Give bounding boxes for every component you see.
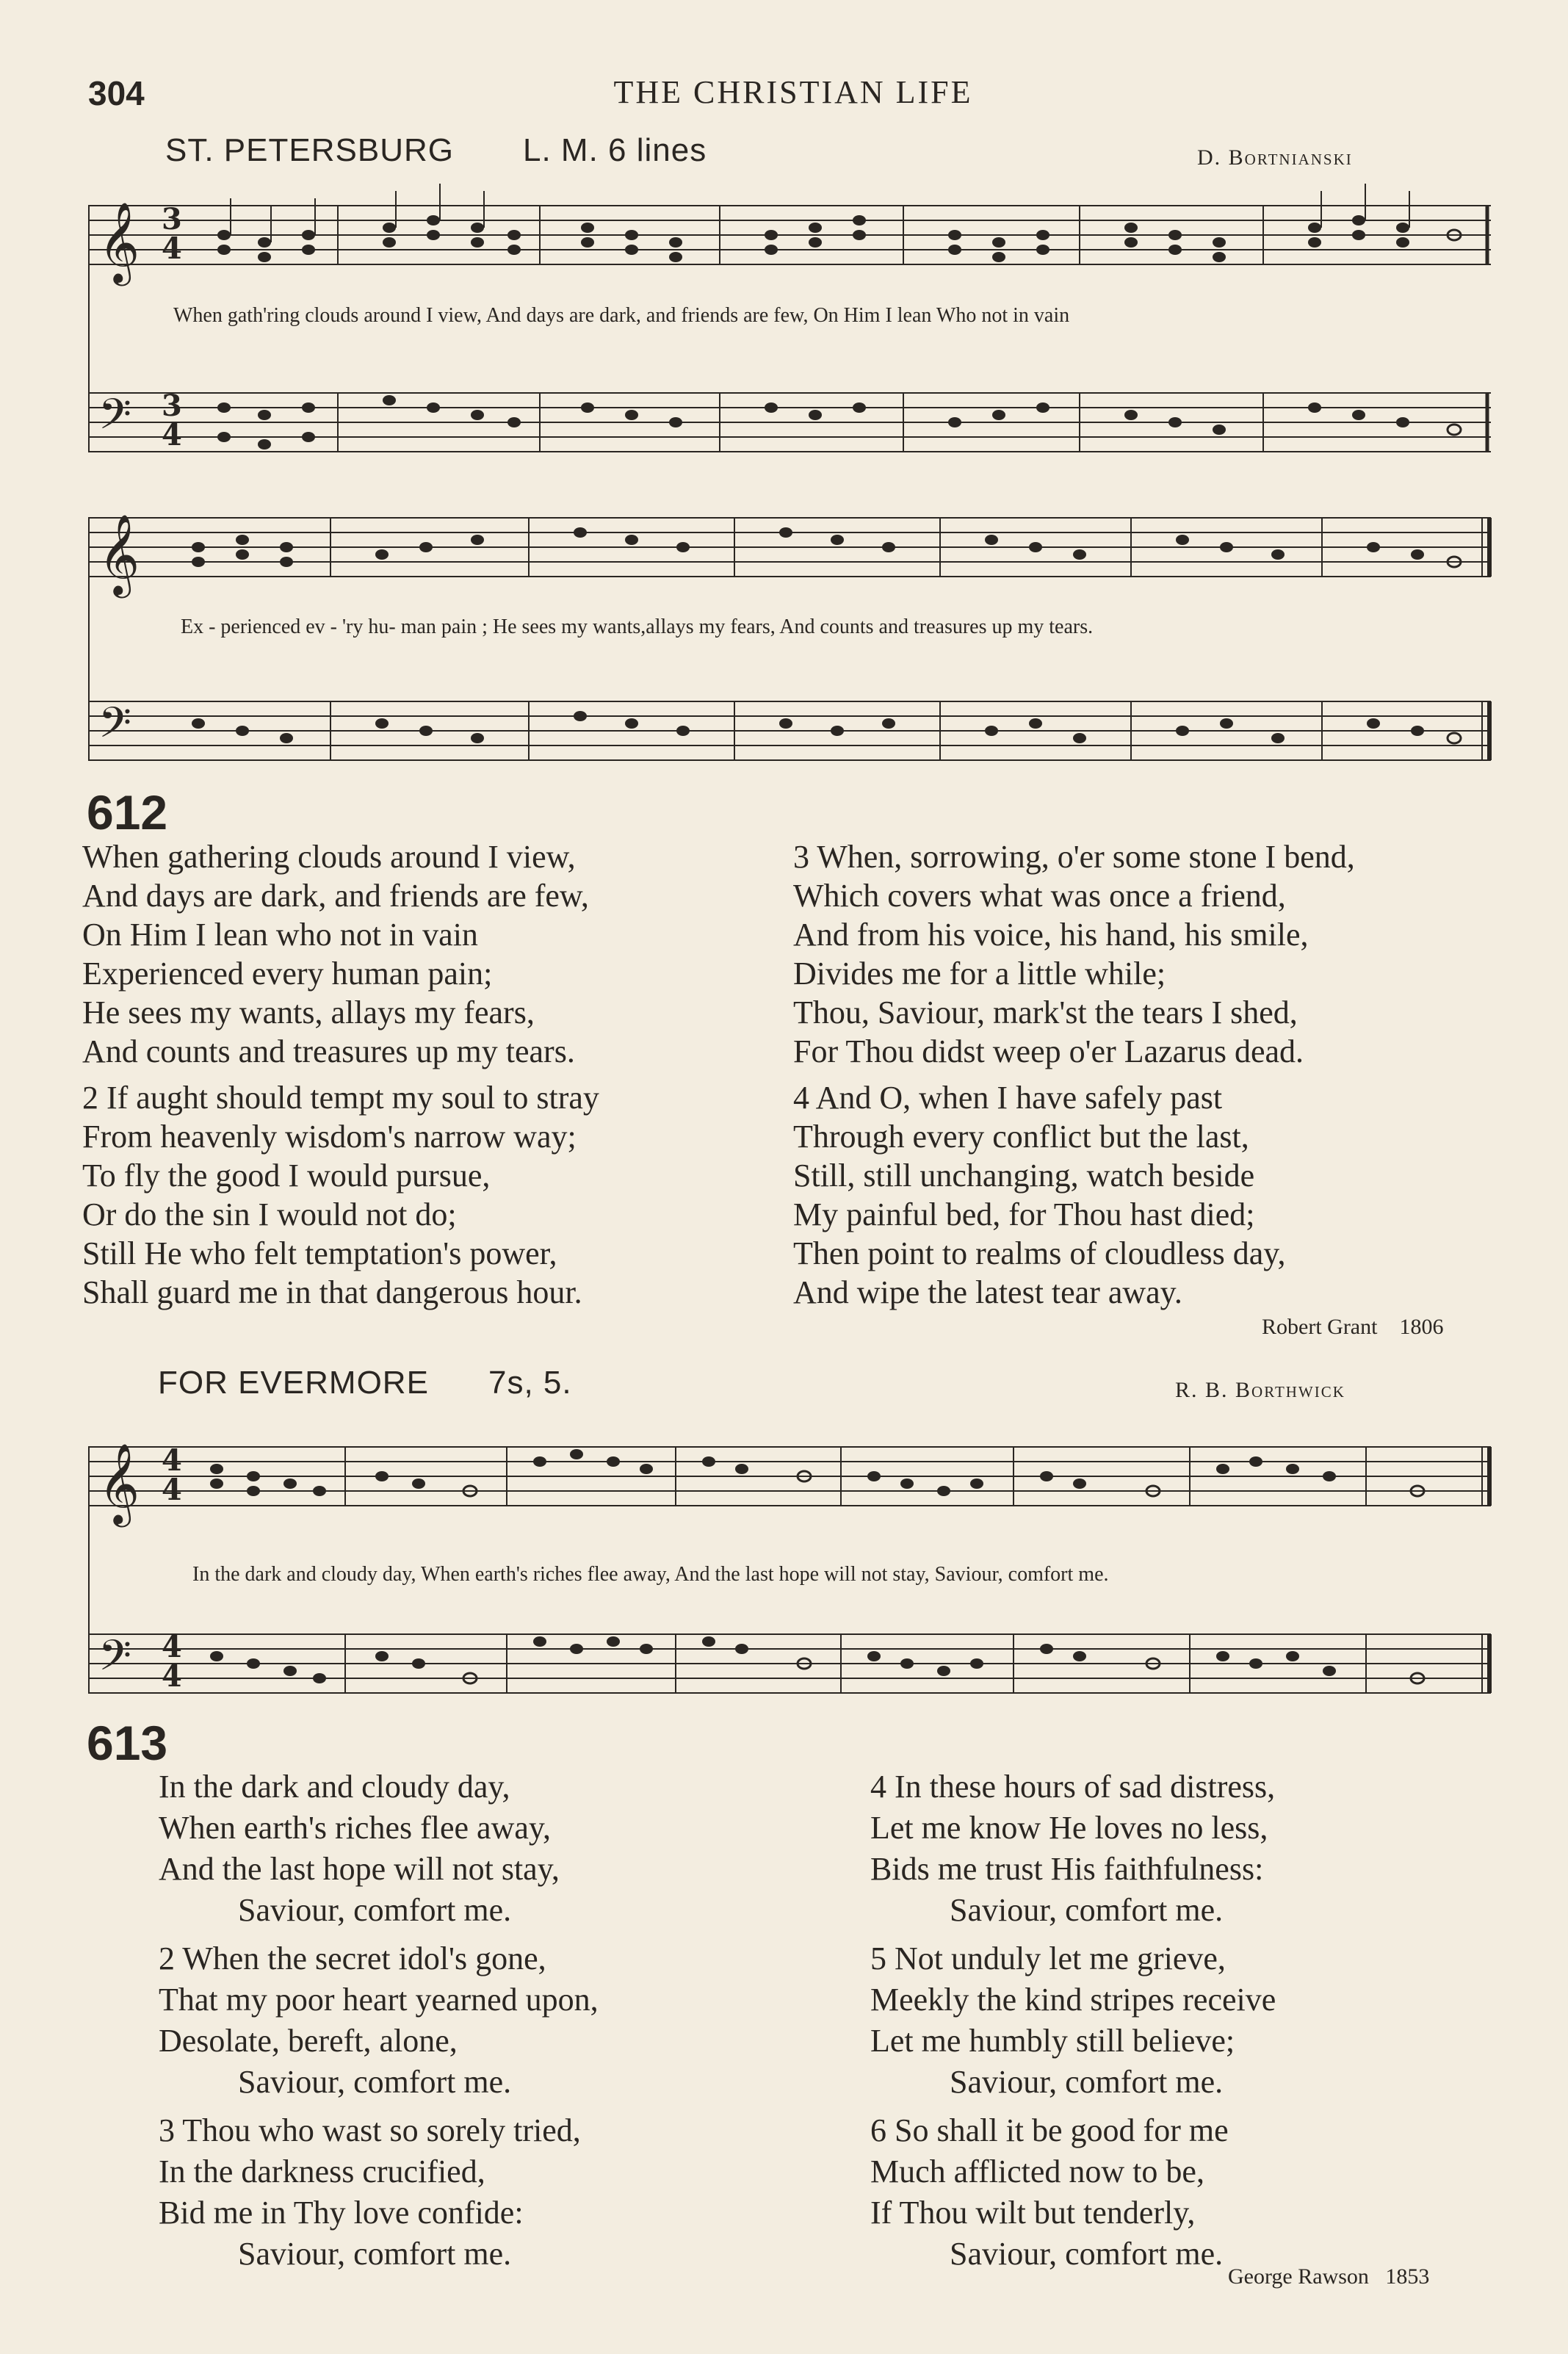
verse-line: Desolate, bereft, alone, — [159, 2023, 458, 2059]
verse-refrain: Saviour, comfort me. — [950, 1892, 1224, 1928]
verse-line: That my poor heart yearned upon, — [159, 1982, 599, 2018]
tune-name: ST. PETERSBURG — [165, 132, 454, 168]
treble-staff — [88, 1447, 1491, 1506]
verse-line: 4 In these hours of sad distress, — [870, 1769, 1276, 1805]
bass-clef-icon: 𝄢 — [98, 389, 132, 450]
verse-6 — [870, 2110, 1517, 2275]
verse-1 — [82, 837, 787, 1071]
running-head — [88, 73, 1498, 118]
time-signature: 4 — [162, 1630, 182, 1664]
author-name: Robert Grant — [1262, 1315, 1378, 1339]
verse-refrain: Saviour, comfort me. — [950, 2236, 1224, 2272]
page-number: 304 — [88, 74, 145, 112]
bass-clef-icon: 𝄢 — [98, 1631, 132, 1691]
verse-line: Bid me in Thy love confide: — [159, 2195, 524, 2231]
verse-line: On Him I lean who not in vain — [82, 917, 478, 953]
tune-name: FOR EVERMORE — [158, 1365, 429, 1401]
bass-staff — [88, 701, 1491, 760]
bass-staff — [88, 393, 1491, 452]
verse-line: Experienced every human pain; — [82, 956, 493, 992]
verse-line: Let me know He loves no less, — [870, 1810, 1268, 1846]
verse-line: 2 When the secret idol's gone, — [159, 1940, 546, 1976]
barlines — [330, 518, 1489, 760]
tune-meter: L. M. 6 lines — [523, 132, 707, 168]
time-signature: 4 — [162, 1443, 182, 1478]
bass-staff — [88, 1634, 1491, 1693]
time-signature: 4 — [162, 1473, 182, 1507]
verse-line: Divides me for a little while; — [793, 956, 1166, 992]
running-title: THE CHRISTIAN LIFE — [613, 74, 973, 110]
lyrics-line-1: When gath'ring clouds around I view, And days are dark, and friends are few, On Him I lean Who not in vain — [173, 304, 1070, 327]
verse-2 — [159, 1938, 805, 2103]
treble-clef-icon: 𝄞 — [98, 514, 140, 595]
verse-line: 2 If aught should tempt my soul to stray — [82, 1080, 599, 1116]
verse-line: 4 And O, when I have safely past — [793, 1080, 1223, 1116]
verse-line: In the dark and cloudy day, — [159, 1769, 510, 1805]
verse-line: From heavenly wisdom's narrow way; — [82, 1119, 577, 1155]
author-name: George Rawson — [1228, 2264, 1369, 2289]
verse-line: And days are dark, and friends are few, — [82, 878, 589, 914]
verse-line: Then point to realms of cloudless day, — [793, 1235, 1286, 1271]
verses-left-column — [82, 837, 787, 1319]
time-signature: 4 — [162, 231, 182, 266]
verses-right-column — [793, 837, 1498, 1319]
tune-meter: 7s, 5. — [488, 1365, 572, 1401]
verse-line: 5 Not unduly let me grieve, — [870, 1940, 1226, 1976]
lyrics-line-2: Ex - perienced ev - 'ry hu- man pain ; He sees my wants,allays my fears, And counts and treasures up my tears. — [181, 615, 1094, 638]
verse-line: Bids me trust His faithfulness: — [870, 1851, 1264, 1887]
verse-1 — [159, 1766, 805, 1931]
verse-refrain: Saviour, comfort me. — [950, 2064, 1224, 2100]
time-signature: 3 — [162, 202, 182, 237]
composer: D. Bortnianski — [1197, 145, 1353, 170]
time-signature: 4 — [162, 418, 182, 452]
verse-line: Still He who felt temptation's power, — [82, 1235, 557, 1271]
verse-5 — [870, 1938, 1517, 2103]
hymn-number: 612 — [87, 785, 168, 840]
verse-3 — [159, 2110, 805, 2275]
time-signature: 3 — [162, 389, 182, 423]
verse-4 — [870, 1766, 1517, 1931]
author-year: 1853 — [1385, 2264, 1430, 2289]
note-stems — [231, 184, 1409, 242]
verse-line: And counts and treasures up my tears. — [82, 1033, 575, 1069]
verse-refrain: Saviour, comfort me. — [238, 1892, 512, 1928]
verse-4 — [793, 1078, 1498, 1312]
verse-line: In the darkness crucified, — [159, 2153, 485, 2189]
treble-staff — [88, 518, 1491, 577]
treble-clef-icon: 𝄞 — [98, 202, 140, 283]
verse-3 — [793, 837, 1498, 1071]
author-year: 1806 — [1399, 1315, 1444, 1339]
verse-line: 6 So shall it be good for me — [870, 2112, 1229, 2148]
verse-line: Still, still unchanging, watch beside — [793, 1158, 1255, 1194]
verse-line: My painful bed, for Thou hast died; — [793, 1196, 1255, 1232]
verse-refrain: Saviour, comfort me. — [238, 2236, 512, 2272]
verse-line: When gathering clouds around I view, — [82, 839, 576, 875]
verse-line: Or do the sin I would not do; — [82, 1196, 457, 1232]
lyrics-line-3: In the dark and cloudy day, When earth's riches flee away, And the last hope will not stay, Saviour, comfort me. — [192, 1563, 1109, 1586]
treble-staff — [88, 206, 1491, 264]
treble-clef-icon: 𝄞 — [98, 1443, 140, 1524]
verse-line: Much afflicted now to be, — [870, 2153, 1204, 2189]
verse-line: He sees my wants, allays my fears, — [82, 994, 535, 1030]
composer: R. B. Borthwick — [1175, 1378, 1345, 1402]
verses-right-column — [870, 1766, 1517, 2282]
verse-line: Thou, Saviour, mark'st the tears I shed, — [793, 994, 1298, 1030]
verse-refrain: Saviour, comfort me. — [238, 2064, 512, 2100]
verse-line: When earth's riches flee away, — [159, 1810, 552, 1846]
verse-line: To fly the good I would pursue, — [82, 1158, 491, 1194]
verse-line: Meekly the kind stripes receive — [870, 1982, 1276, 2018]
bass-clef-icon: 𝄢 — [98, 698, 132, 758]
verse-line: If Thou wilt but tenderly, — [870, 2195, 1196, 2231]
hymn-author — [1228, 2264, 1429, 2289]
time-signature: 4 — [162, 1659, 182, 1694]
verse-line: Through every conflict but the last, — [793, 1119, 1249, 1155]
verse-2 — [82, 1078, 787, 1312]
verse-line: And wipe the latest tear away. — [793, 1274, 1182, 1310]
verse-line: And from his voice, his hand, his smile, — [793, 917, 1309, 953]
hymn-number: 613 — [87, 1716, 168, 1770]
verses-left-column — [159, 1766, 805, 2282]
verse-line: And the last hope will not stay, — [159, 1851, 560, 1887]
verse-line: Shall guard me in that dangerous hour. — [82, 1274, 582, 1310]
hymn-author — [1262, 1315, 1443, 1340]
verse-line: 3 Thou who wast so sorely tried, — [159, 2112, 581, 2148]
verse-line: Let me humbly still believe; — [870, 2023, 1235, 2059]
verse-line: 3 When, sorrowing, o'er some stone I bend, — [793, 839, 1355, 875]
verse-line: For Thou didst weep o'er Lazarus dead. — [793, 1033, 1304, 1069]
verse-line: Which covers what was once a friend, — [793, 878, 1286, 914]
